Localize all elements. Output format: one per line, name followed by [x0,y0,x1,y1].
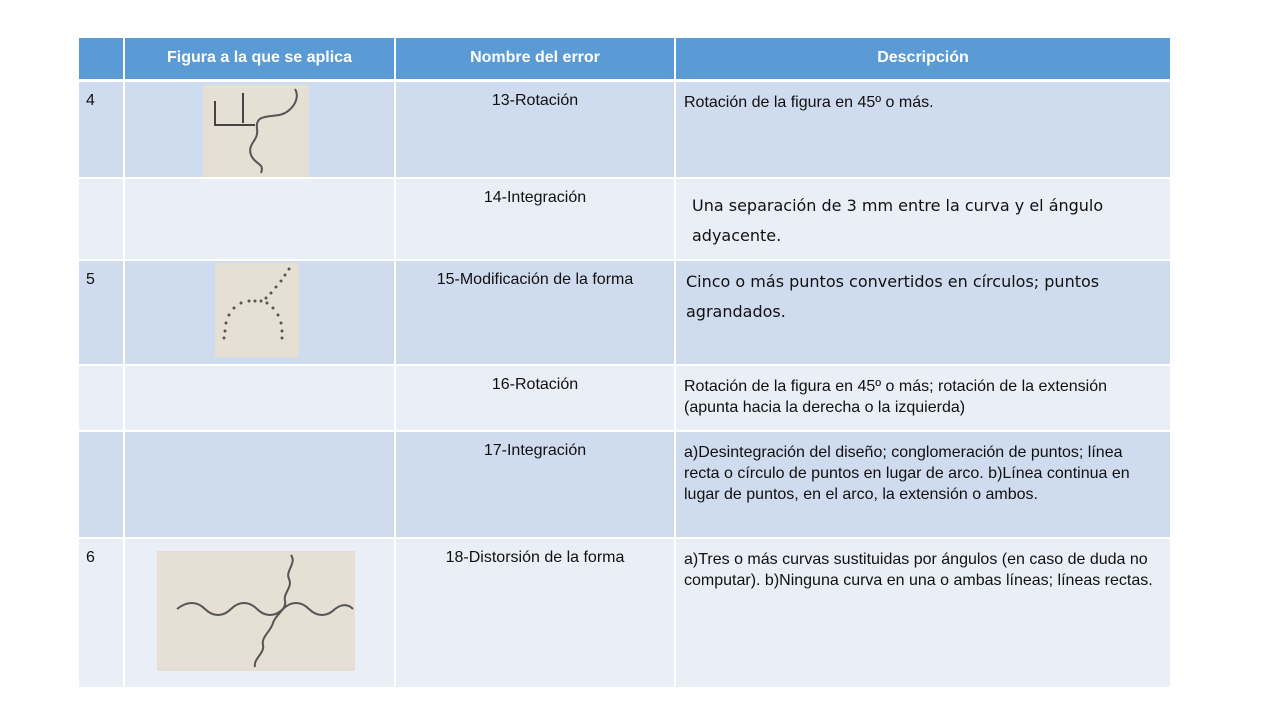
error-description: a)Desintegración del diseño; conglomeración de puntos; línea recta o círculo de puntos en lugar de arco. b)Línea continua en lugar de puntos, en el arco, la extensión o ambos. [675,431,1170,538]
table-row [79,431,1170,538]
row-number [79,365,124,431]
error-name: 13-Rotación [395,80,675,178]
error-name: 17-Integración [395,431,675,538]
row-number: 5 [79,260,124,365]
error-name: 16-Rotación [395,365,675,431]
error-description: a)Tres o más curvas sustituidas por ángulos (en caso de duda no computar). b)Ninguna curva en una o ambas líneas; líneas rectas. [675,538,1170,688]
table-row [79,80,1170,178]
table-row [79,178,1170,260]
table-row [79,538,1170,688]
figure-cell [124,538,395,688]
error-description: Rotación de la figura en 45º o más. [675,80,1170,178]
figure-cell [124,80,395,178]
error-description: Una separación de 3 mm entre la curva y el ángulo adyacente. [675,178,1170,260]
error-name: 15-Modificación de la forma [395,260,675,365]
error-description: Cinco o más puntos convertidos en círculos; puntos agrandados. [675,260,1170,365]
figure-cell [124,260,395,365]
figure-5-drawing [215,263,299,357]
error-table [79,38,1170,689]
header-row [79,38,1170,80]
row-number: 4 [79,80,124,178]
header-error-name: Nombre del error [395,38,675,80]
row-number: 6 [79,538,124,688]
figure-5-photo [215,263,299,357]
header-figure: Figura a la que se aplica [124,38,395,80]
table-row [79,365,1170,431]
header-num [79,38,124,80]
error-name: 14-Integración [395,178,675,260]
table-row [79,260,1170,365]
figure-cell [124,365,395,431]
figure-6-photo [157,551,355,671]
figure-cell [124,178,395,260]
figure-4-photo [203,85,309,177]
figure-cell [124,431,395,538]
error-name: 18-Distorsión de la forma [395,538,675,688]
error-description: Rotación de la figura en 45º o más; rotación de la extensión (apunta hacia la derecha o la izquierda) [675,365,1170,431]
row-number [79,178,124,260]
figure-4-drawing [203,85,309,177]
figure-6-drawing [157,551,355,671]
row-number [79,431,124,538]
header-description: Descripción [675,38,1170,80]
